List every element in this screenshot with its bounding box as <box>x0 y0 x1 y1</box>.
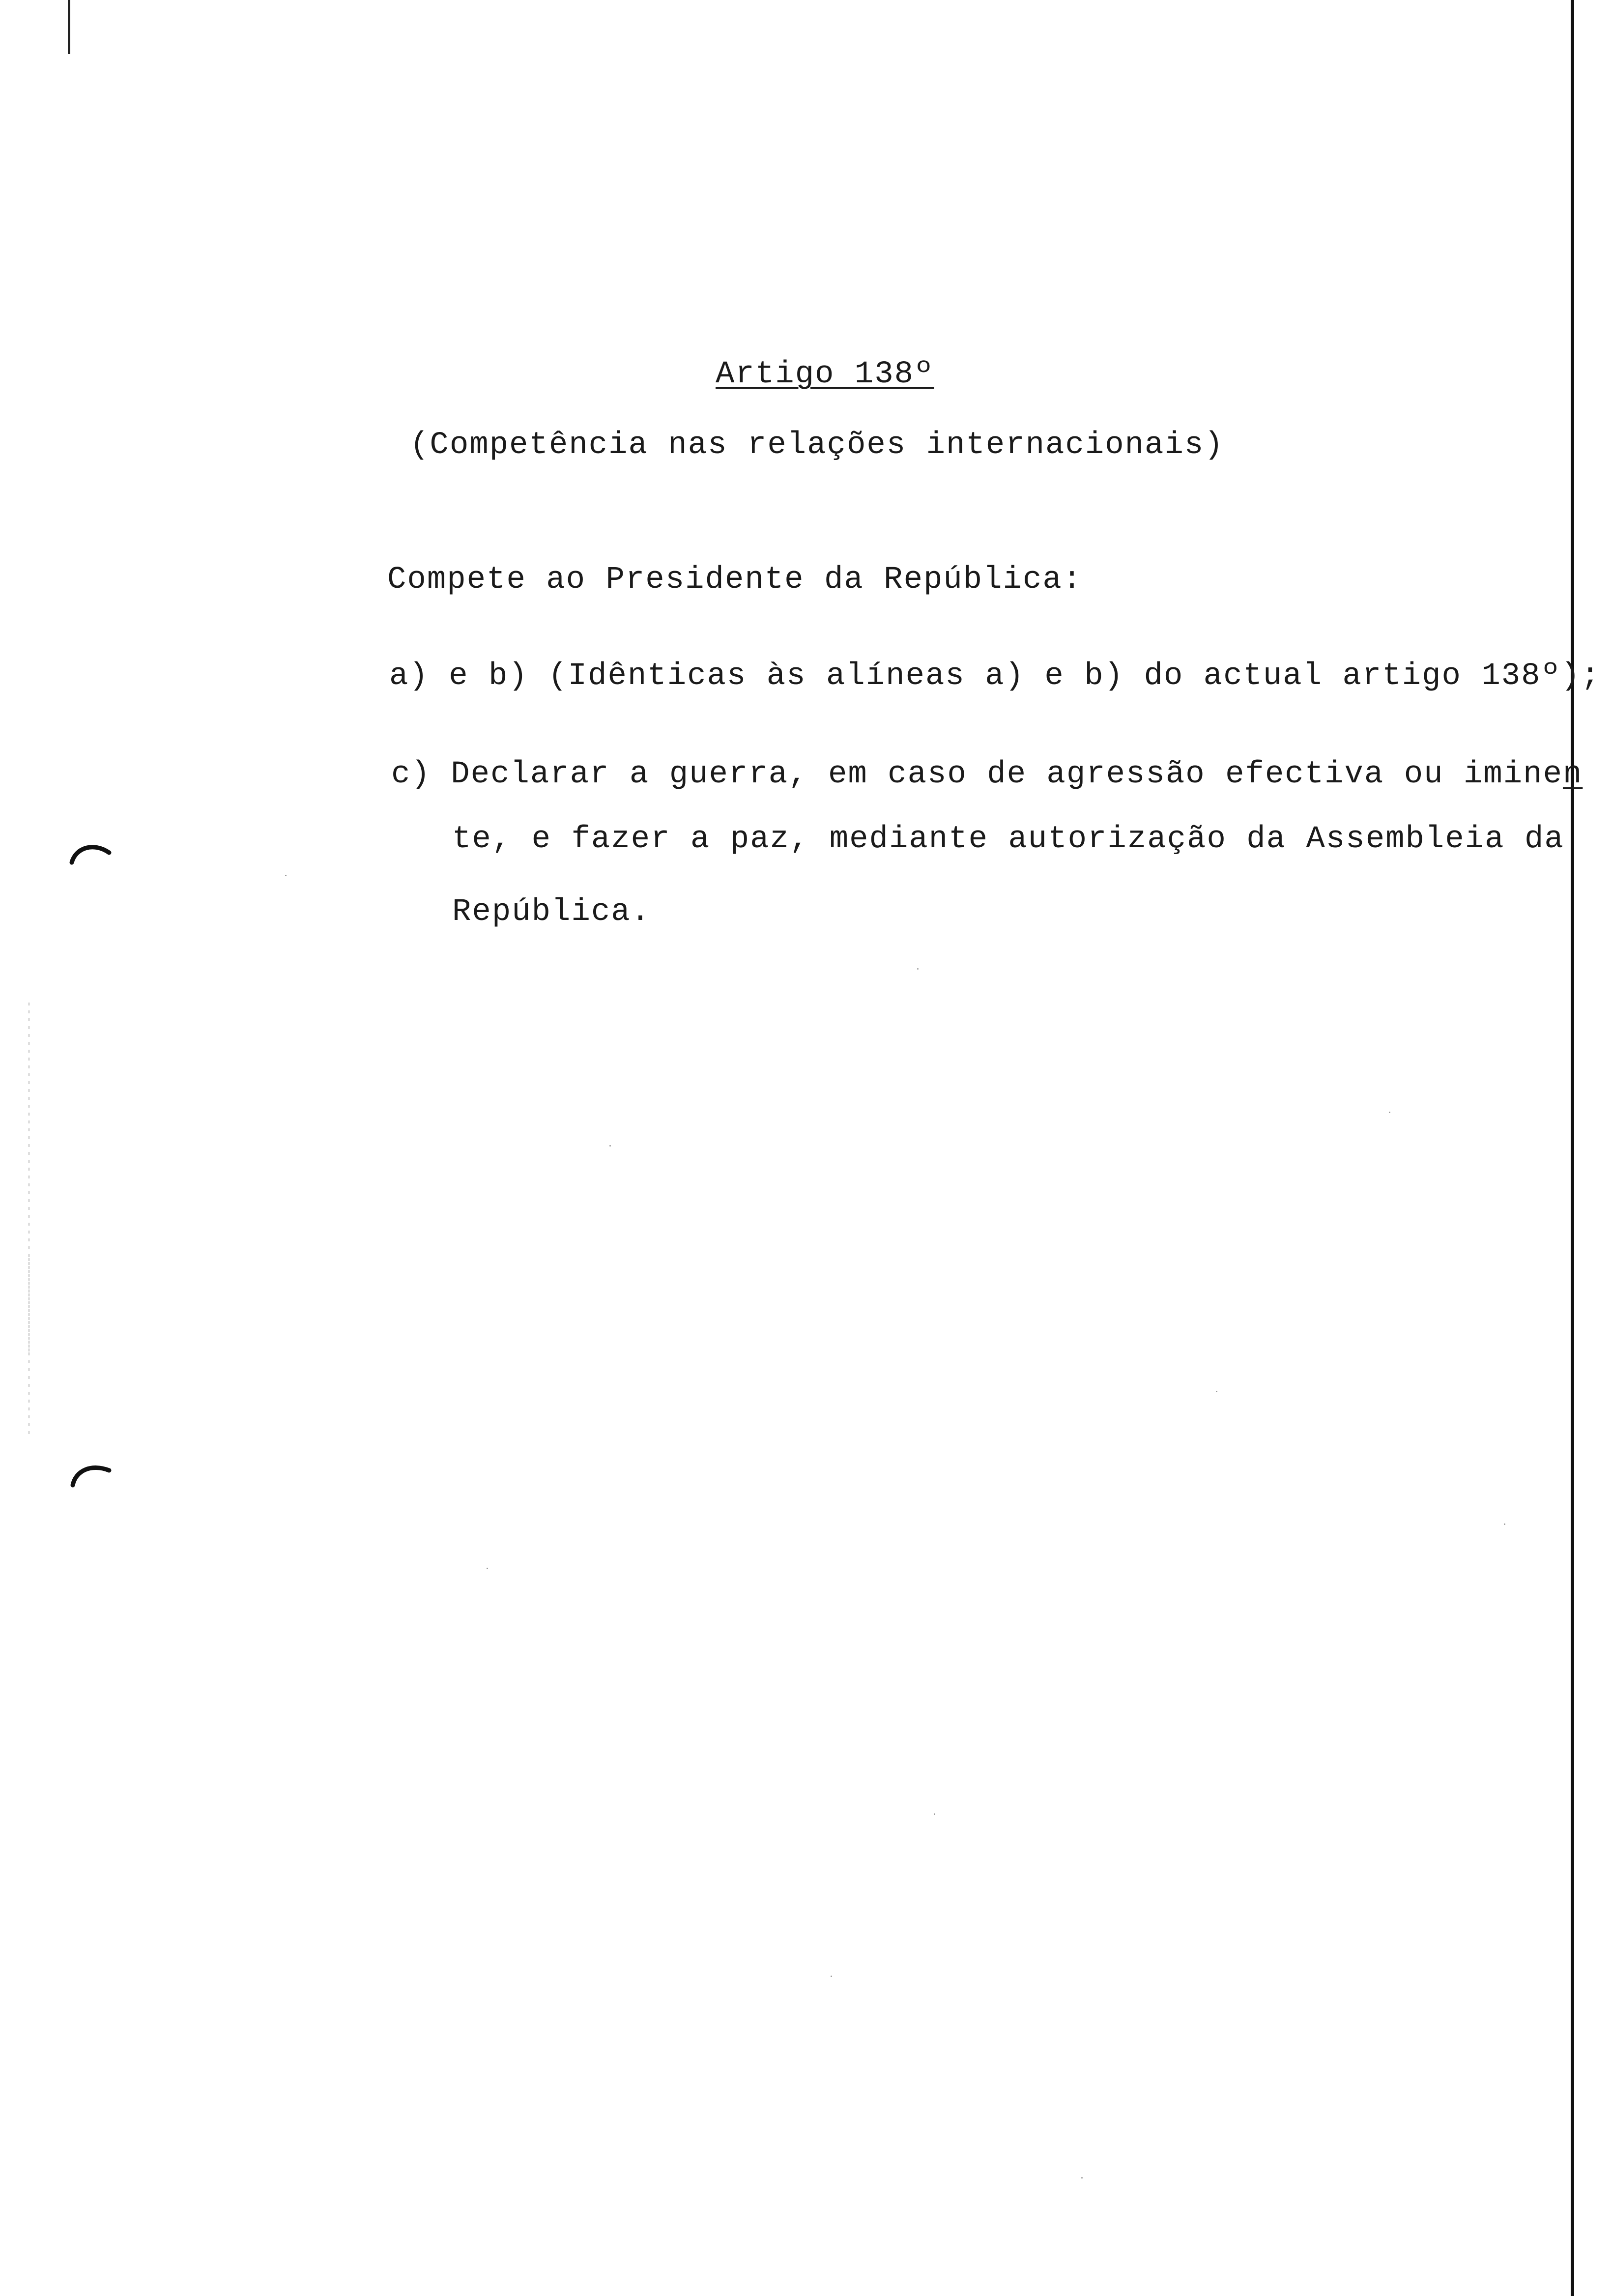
scan-speck <box>487 1568 488 1569</box>
scan-speck <box>1389 1112 1390 1113</box>
scan-speck <box>1081 2177 1083 2179</box>
scan-edge-line-left <box>68 0 70 54</box>
list-item-c-line-2: te, e fazer a paz, mediante autorização da Assembleia da <box>452 822 1564 857</box>
scan-speck <box>609 1145 611 1147</box>
list-item-c-hyphenation-fragment: n <box>1562 757 1583 792</box>
list-item-c-line-3: República. <box>452 894 651 930</box>
article-subtitle: (Competência nas relações internacionais) <box>410 428 1224 463</box>
intro-paragraph: Compete ao Presidente da República: <box>387 562 1083 598</box>
list-item-c-line-1-text: c) Declarar a guerra, em caso de agressão efectiva ou imine <box>391 757 1563 792</box>
list-item-c-line-1 <box>391 755 1583 794</box>
list-item-ab: a) e b) (Idênticas às alíneas a) e b) do actual artigo 138º); <box>389 659 1601 694</box>
binder-hole-mark-top <box>69 838 113 867</box>
scan-speck <box>1504 1523 1505 1525</box>
article-title: Artigo 138º <box>716 357 934 392</box>
scan-speck <box>917 968 919 970</box>
binder-hole-mark-bottom <box>70 1459 114 1488</box>
scan-speck <box>285 875 287 876</box>
scan-edge-line-right <box>1571 0 1574 2296</box>
scan-speck <box>934 1813 935 1815</box>
scan-speck <box>831 1976 832 1977</box>
scan-speck <box>1216 1391 1217 1392</box>
